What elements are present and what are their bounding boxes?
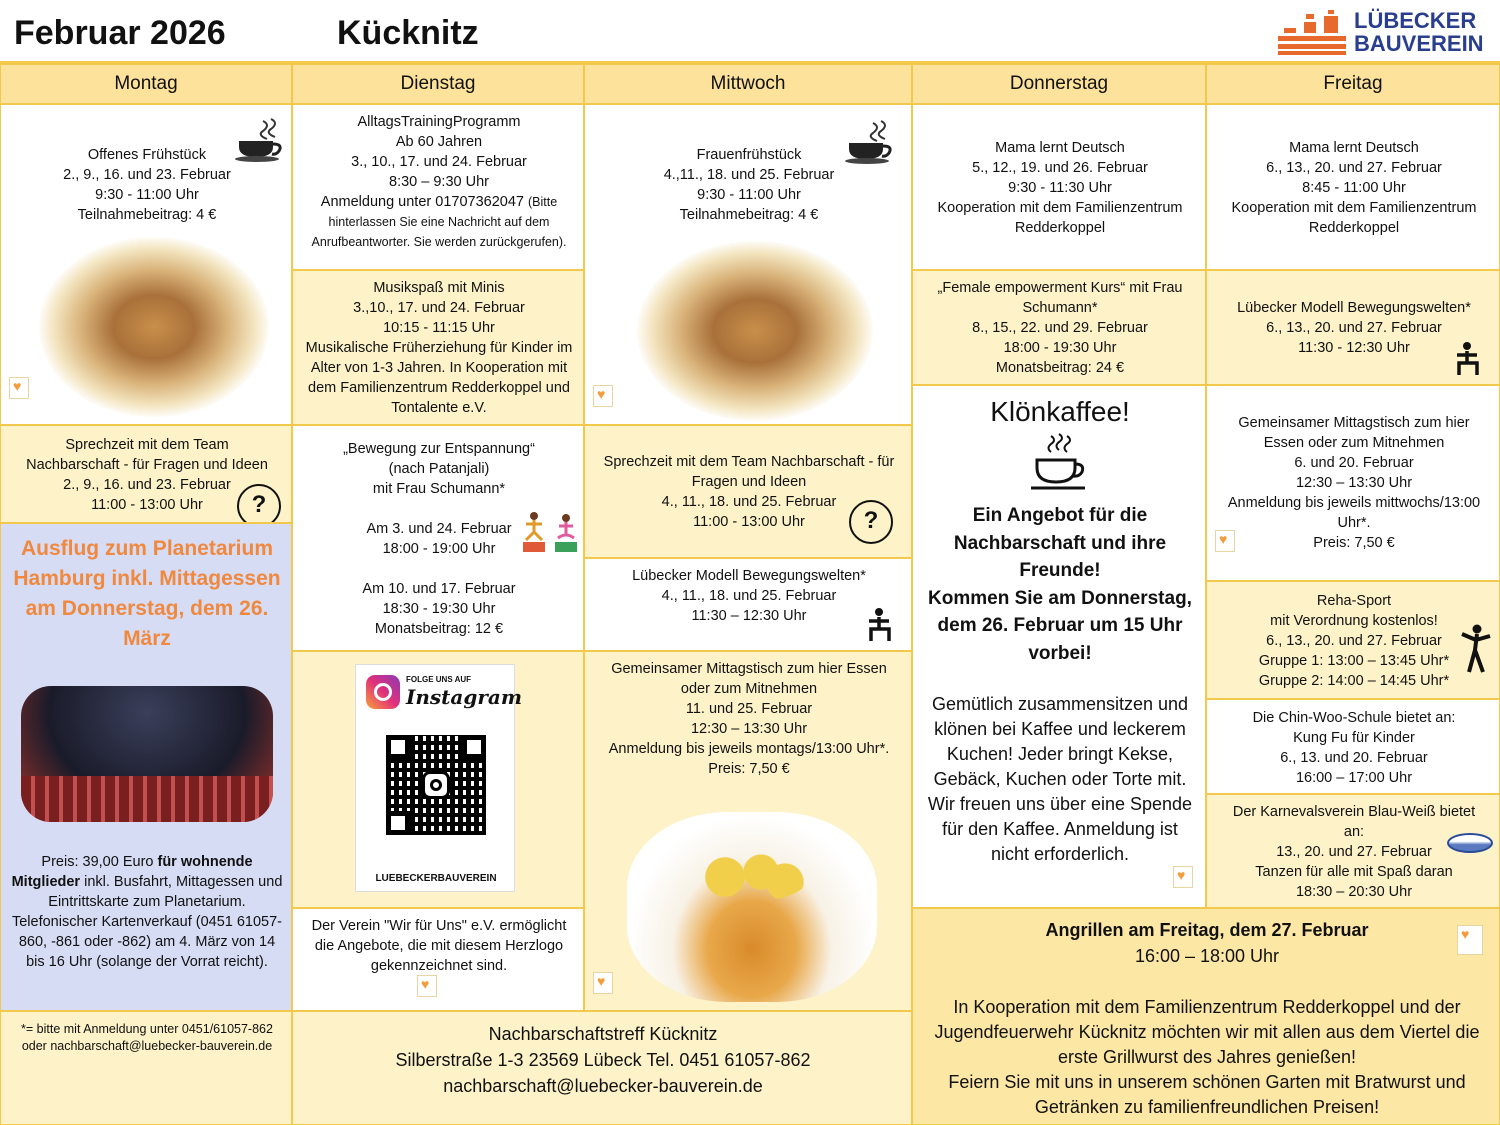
day-header-donnerstag: Donnerstag <box>912 64 1206 104</box>
instagram-box <box>292 651 584 908</box>
martial-arts-icon <box>1459 624 1493 674</box>
contact-box <box>292 1011 912 1125</box>
heart-logo-icon <box>1457 925 1483 955</box>
event-female-empowerment <box>912 270 1206 385</box>
question-bubble-icon: ? <box>237 484 281 523</box>
grill-text: In Kooperation mit dem Familienzentrum Redderkoppel und der Jugendfeuerwehr Kücknitz möchten wir mit allen aus dem Viertel die erste Grillwurst des Jahres genießen! Feiern Sie mit uns in unserem schönen Garten mit Bratwurst und Getränken zu familienfreundlichen Preisen! <box>934 997 1480 1117</box>
heart-logo-icon <box>417 975 437 997</box>
karneval-logo-icon <box>1447 833 1493 853</box>
event-bewegung-entspannung <box>292 425 584 651</box>
potatoes <box>689 852 809 902</box>
grill-title: Angrillen am Freitag, dem 27. Februar <box>1045 920 1369 940</box>
footnote-text: *= bitte mit Anmeldung unter 0451/61057-862 oder nachbarschaft@luebecker-bauverein.de <box>21 1022 273 1053</box>
fitness-person-icon <box>1453 341 1487 377</box>
event-mittagstisch-freitag <box>1206 385 1500 581</box>
event-sprechzeit-mittwoch <box>584 425 912 558</box>
breakfast-photo <box>39 237 269 417</box>
event-sprechzeit-montag <box>0 425 292 523</box>
fitness-person-icon <box>865 607 899 643</box>
question-bubble-icon: ? <box>849 500 893 544</box>
audience-seats <box>21 776 273 822</box>
preis-text-c: inkl. Busfahrt, Mittagessen und Eintrittskarte zum Planetarium. Telefonischer Kartenverkauf (0451 61057-860, -861 oder -862) am 4. März von 14 bis 16 Uhr (solange der Vorrat reicht). <box>11 874 283 970</box>
event-offenes-fruehstueck <box>0 104 292 425</box>
event-frauenfruehstueck <box>584 104 912 425</box>
event-mittagstisch-mittwoch <box>584 651 912 1011</box>
schnitzel-photo <box>627 812 877 1002</box>
event-text: Lübecker Modell Bewegungswelten* 6., 13., 20. und 27. Februar 11:30 - 12:30 Uhr <box>1237 300 1471 356</box>
preis-text-a: Preis: 39,00 Euro <box>41 854 158 870</box>
day-header-mittwoch: Mittwoch <box>584 64 912 104</box>
event-text: Mama lernt Deutsch 6., 13., 20. und 27. Februar 8:45 - 11:00 Uhr Kooperation mit dem Familienzentrum Redderkoppel <box>1231 140 1477 236</box>
heart-logo-icon <box>9 377 29 399</box>
event-text: Gemeinsamer Mittagstisch zum hier Essen oder zum Mitnehmen 6. und 20. Februar 12:30 – 13:30 Uhr Anmeldung bis jeweils mittwochs/13:00 Uhr*. Preis: 7,50 € <box>1227 415 1481 551</box>
event-ausflug-planetarium <box>0 523 292 1011</box>
breakfast-photo <box>637 241 873 421</box>
event-reha-sport <box>1206 581 1500 699</box>
coffee-cup-icon <box>233 117 289 163</box>
qr-instagram-icon <box>422 771 450 799</box>
event-text: „Bewegung zur Entspannung“ (nach Patanjali) mit Frau Schumann* Am 3. und 24. Februar 18:00 - 19:00 Uhr Am 10. und 17. Februar 18:30 - 19:30 Uhr Monatsbeitrag: 12 € <box>343 441 535 637</box>
event-text: Musikspaß mit Minis 3.,10., 17. und 24. Februar 10:15 - 11:15 Uhr Musikalische Früherziehung für Kinder im Alter von 1-3 Jahren. In Kooperation mit dem Familienzentrum Redderkoppel und Tontalente e.V. <box>305 280 573 416</box>
day-header-montag: Montag <box>0 64 292 104</box>
verein-info-box <box>292 908 584 1011</box>
contact-name: Nachbarschaftstreff Kücknitz <box>488 1024 718 1044</box>
heart-logo-icon <box>1173 866 1193 888</box>
instagram-follow-text: FOLGE UNS AUF <box>406 675 472 684</box>
event-bewegungswelten-freitag <box>1206 270 1500 385</box>
event-text: Gemeinsamer Mittagstisch zum hier Essen oder zum Mitnehmen 11. und 25. Februar 12:30 – 13:30 Uhr Anmeldung bis jeweils montags/13:00 Uhr*. Preis: 7,50 € <box>608 661 890 777</box>
bauverein-logo <box>1276 8 1486 56</box>
event-text <box>299 112 579 252</box>
day-header-freitag: Freitag <box>1206 64 1500 104</box>
event-alltagstraining <box>292 104 584 270</box>
kloen-highlight: Ein Angebot für die Nachbarschaft und ihre Freunde! Kommen Sie am Donnerstag, dem 26. Februar um 15 Uhr vorbei! <box>928 505 1192 664</box>
kloen-title: Klönkaffee! <box>990 396 1130 427</box>
day-header-dienstag: Dienstag <box>292 64 584 104</box>
heart-logo-icon <box>1215 530 1235 552</box>
event-bewegungswelten-mittwoch <box>584 558 912 651</box>
event-text: Sprechzeit mit dem Team Nachbarschaft - für Fragen und Ideen 4., 11., 18. und 25. Februar 11:00 - 13:00 Uhr <box>603 454 895 530</box>
ausflug-title: Ausflug zum Planetarium Hamburg inkl. Mittagessen am Donnerstag, dem 26. März <box>13 537 281 650</box>
qr-code <box>386 735 486 835</box>
event-mama-lernt-deutsch-fr <box>1206 104 1500 270</box>
instagram-handle: LUEBECKERBAUVEREIN <box>375 873 497 884</box>
instagram-card <box>355 664 522 892</box>
contact-email[interactable]: nachbarschaft@luebecker-bauverein.de <box>443 1076 763 1096</box>
event-text: Die Chin-Woo-Schule bietet an: Kung Fu für Kinder 6., 13. und 20. Februar 16:00 – 17:00 Uhr <box>1252 710 1456 786</box>
kloen-description: Gemütlich zusammensitzen und klönen bei Kaffee und leckerem Kuchen! Jeder bringt Kekse, Gebäck, Kuchen oder Torte mit. Wir freuen uns über eine Spende für den Kaffee. Anmeldung ist nicht erforderlich. <box>927 694 1193 864</box>
verein-text: Der Verein "Wir für Uns" e.V. ermöglicht die Angebote, die mit diesem Herzlogo gekennzeichnet sind. <box>311 918 567 974</box>
heart-logo-icon <box>593 972 613 994</box>
event-karneval <box>1206 794 1500 908</box>
event-text: Lübecker Modell Bewegungswelten* 4., 11., 18. und 25. Februar 11:30 – 12:30 Uhr <box>632 568 866 624</box>
event-text: „Female empowerment Kurs“ mit Frau Schumann* 8., 15., 22. und 29. Februar 18:00 - 19:30 Uhr Monatsbeitrag: 24 € <box>937 280 1183 376</box>
event-text: Frauenfrühstück 4.,11., 18. und 25. Februar 9:30 - 11:00 Uhr Teilnahmebeitrag: 4 € <box>663 147 835 223</box>
heart-logo-icon <box>593 385 613 407</box>
yoga-figures-icon <box>521 508 581 554</box>
contact-address: Silberstraße 1-3 23569 Lübeck Tel. 0451 61057-862 <box>395 1050 811 1070</box>
event-text: Sprechzeit mit dem Team Nachbarschaft - für Fragen und Ideen 2., 9., 16. und 23. Februar 11:00 - 13:00 Uhr <box>26 437 268 513</box>
event-musikspass <box>292 270 584 425</box>
event-angrillen <box>912 908 1500 1125</box>
event-text: Der Karnevalsverein Blau-Weiß bietet an: 13., 20. und 27. Februar Tanzen für alle mit Spaß daran 18:30 – 20:30 Uhr <box>1232 804 1476 900</box>
logo-text-1: LÜBECKER <box>1354 8 1477 33</box>
location-title: Kücknitz <box>337 14 479 52</box>
grill-time: 16:00 – 18:00 Uhr <box>1134 946 1280 966</box>
coffee-cup-icon <box>843 119 899 165</box>
logo-text-2: BAUVEREIN <box>1354 31 1484 56</box>
event-text: Reha-Sport mit Verordnung kostenlos! 6., 13., 20. und 27. Februar Gruppe 1: 13:00 – 13:45 Uhr* Gruppe 2: 14:00 – 14:45 Uhr* <box>1258 593 1450 689</box>
ausflug-preis <box>11 852 283 972</box>
preis-text-b: für wohnende Mitglieder <box>11 854 253 890</box>
coffee-cup-icon <box>1029 432 1089 494</box>
footnote-box <box>0 1011 292 1125</box>
month-title: Februar 2026 <box>14 14 226 52</box>
logo-houses-icon <box>1276 10 1348 56</box>
event-mama-lernt-deutsch-do <box>912 104 1206 270</box>
event-text: Mama lernt Deutsch 5., 12., 19. und 26. Februar 9:30 - 11:30 Uhr Kooperation mit dem Familienzentrum Redderkoppel <box>937 140 1183 236</box>
instagram-logo-icon <box>366 675 400 709</box>
planetarium-photo <box>21 686 273 822</box>
atp-small-text: (Bitte hinterlassen Sie eine Nachricht auf dem Anrufbeantworter. Sie werden zurückgerufen). <box>311 195 567 249</box>
atp-main-text: AlltagsTrainingProgramm Ab 60 Jahren 3., 10., 17. und 24. Februar 8:30 – 9:30 Uhr Anmeldung unter 01707362047 <box>320 114 527 210</box>
instagram-name: Instagram <box>406 685 522 709</box>
event-text: Offenes Frühstück 2., 9., 16. und 23. Februar 9:30 - 11:00 Uhr Teilnahmebeitrag: 4 € <box>63 147 231 223</box>
event-kloenkaffee <box>912 385 1206 908</box>
event-kung-fu <box>1206 699 1500 794</box>
